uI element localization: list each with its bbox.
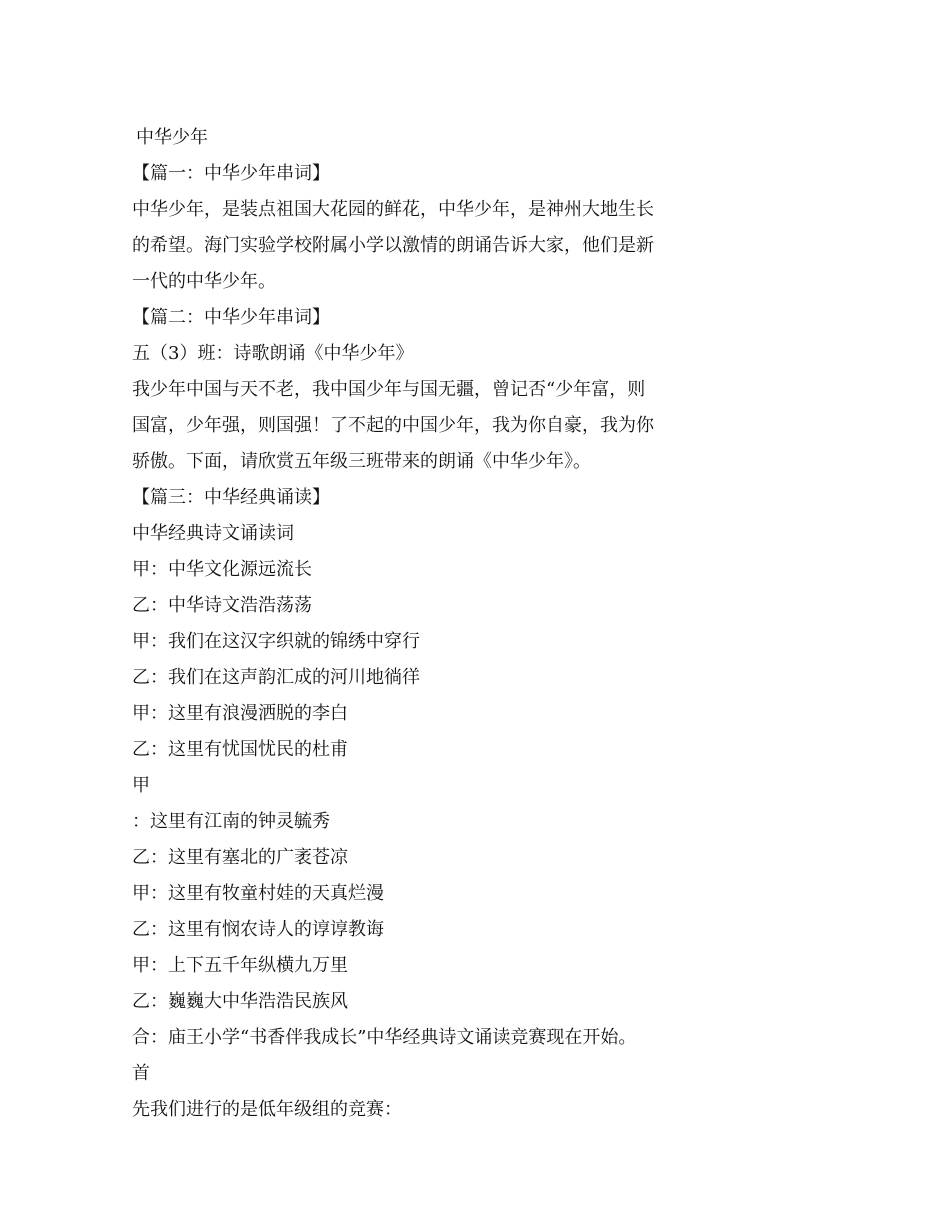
paragraph-line: 中华经典诗文诵读词 — [132, 523, 294, 544]
dialogue-line: 乙：这里有悯农诗人的谆谆教诲 — [132, 919, 384, 940]
section-heading-2: 【篇二：中华少年串词】 — [132, 307, 330, 328]
paragraph-line: 中华少年，是装点祖国大花园的鲜花，中华少年，是神州大地生长 — [132, 199, 654, 220]
dialogue-line: 乙：这里有忧国忧民的杜甫 — [132, 739, 348, 760]
dialogue-line: ：这里有江南的钟灵毓秀 — [132, 811, 330, 832]
dialogue-line: 甲：这里有浪漫洒脱的李白 — [132, 703, 348, 724]
paragraph-line: 五（3）班：诗歌朗诵《中华少年》 — [132, 343, 414, 364]
dialogue-line: 甲：上下五千年纵横九万里 — [132, 955, 348, 976]
paragraph-line: 国富，少年强，则国强！了不起的中国少年，我为你自豪，我为你 — [132, 415, 654, 436]
paragraph-line: 一代的中华少年。 — [132, 271, 276, 292]
dialogue-line: 乙：巍巍大中华浩浩民族风 — [132, 991, 348, 1012]
paragraph-line: 首 — [132, 1063, 150, 1084]
paragraph-line: 我少年中国与天不老，我中国少年与国无疆，曾记否“少年富，则 — [132, 379, 646, 400]
dialogue-line: 甲：中华文化源远流长 — [132, 559, 312, 580]
dialogue-line: 乙：中华诗文浩浩荡荡 — [132, 595, 312, 616]
dialogue-line: 合：庙王小学“书香伴我成长”中华经典诗文诵读竞赛现在开始。 — [132, 1027, 637, 1048]
paragraph-line: 先我们进行的是低年级组的竞赛： — [132, 1099, 402, 1120]
document-title: 中华少年 — [136, 127, 208, 148]
dialogue-line: 甲：我们在这汉字织就的锦绣中穿行 — [132, 631, 420, 652]
dialogue-line: 乙：我们在这声韵汇成的河川地徜徉 — [132, 667, 420, 688]
document-body — [132, 120, 692, 1128]
dialogue-line: 乙：这里有塞北的广袤苍凉 — [132, 847, 348, 868]
section-heading-3: 【篇三：中华经典诵读】 — [132, 487, 330, 508]
section-heading-1: 【篇一：中华少年串词】 — [132, 163, 330, 184]
paragraph-line: 的希望。海门实验学校附属小学以激情的朗诵告诉大家，他们是新 — [132, 235, 654, 256]
paragraph-line: 骄傲。下面，请欣赏五年级三班带来的朗诵《中华少年》。 — [132, 451, 591, 472]
dialogue-line: 甲：这里有牧童村娃的天真烂漫 — [132, 883, 384, 904]
dialogue-line: 甲 — [132, 775, 150, 796]
